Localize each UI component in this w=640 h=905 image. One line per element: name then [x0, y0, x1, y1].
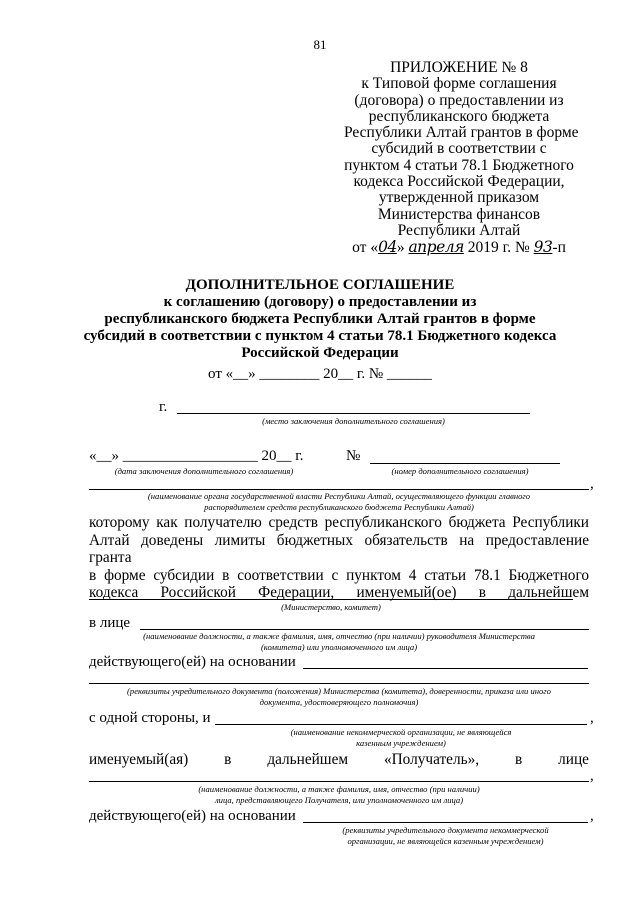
- number-caption: (номер дополнительного соглашения): [391, 466, 529, 476]
- appendix-line: (договора) о предоставлении из: [354, 91, 564, 109]
- recipient-word: именуемый(ая): [89, 751, 189, 768]
- recipient-comma: ,: [590, 768, 594, 784]
- agreement-number-line: от «__» ________ 20__ г. № ______: [208, 366, 432, 382]
- recipient-word: дальнейшем: [267, 751, 349, 768]
- appendix-line: утвержденной приказом: [378, 189, 540, 207]
- order-month-handwritten: апреля: [408, 238, 464, 257]
- body-word: в: [478, 584, 487, 601]
- organization-caption: (наименование некоммерческой организации, не являющейся: [290, 727, 512, 737]
- appendix-line: к Типовой форме соглашения: [361, 75, 557, 93]
- basis2-comma: ,: [590, 808, 594, 824]
- recipient-word: в: [514, 751, 523, 768]
- recipient-caption: лица, представляющего Получателя, или уполномоченного им лица): [214, 795, 464, 805]
- recipient-caption: (наименование должности, а также фамилия, имя, отчество (при наличии): [198, 784, 480, 794]
- basis2-caption: организации, не являющейся казенным учреждением): [347, 836, 544, 846]
- recipient-line: [89, 751, 589, 769]
- organization-caption: казенным учреждением): [356, 738, 446, 748]
- body-line: которому как получателю средств республиканского бюджета Республики: [89, 514, 589, 531]
- order-reference: [344, 239, 574, 256]
- title-line: ДОПОЛНИТЕЛЬНОЕ СОГЛАШЕНИЕ: [185, 277, 455, 293]
- person-caption: (комитета) или уполномоченного им лица): [260, 642, 418, 652]
- number-prefix: №: [346, 448, 361, 464]
- body-line: Алтай доведены лимиты бюджетных обязательств на предоставление гранта: [89, 531, 589, 566]
- basis-field[interactable]: [303, 668, 588, 669]
- order-suffix: -п: [552, 239, 566, 257]
- organ-comma: ,: [590, 476, 594, 492]
- one-side-comma: ,: [590, 710, 594, 726]
- appendix-line: республиканского бюджета: [368, 107, 550, 125]
- ministry-caption: (Министерство, комитет): [281, 602, 381, 612]
- document-title: [60, 277, 580, 362]
- organ-caption: (наименование органа государственной власти Республики Алтай, осуществляющего функции главного: [147, 491, 531, 501]
- appendix-line: Республики Алтай: [397, 221, 521, 239]
- basis2-caption: (реквизиты учредительного документа некоммерческой: [342, 825, 549, 835]
- basis-field-continued[interactable]: [89, 683, 589, 684]
- title-line: республиканского бюджета Республики Алтай грантов в форме: [104, 311, 536, 327]
- body-paragraph: [89, 514, 589, 602]
- body-word: дальнейшем: [508, 584, 589, 601]
- recipient-word: лице: [558, 751, 589, 768]
- page-number: 81: [313, 37, 327, 52]
- appendix-line: субсидий в соответствии с: [371, 140, 547, 158]
- appendix-block: [344, 59, 579, 257]
- place-prefix: г.: [159, 399, 168, 415]
- order-year-number: 2019 г. №: [463, 239, 534, 257]
- place-field[interactable]: [177, 413, 530, 414]
- body-word: Федерации,: [258, 584, 335, 601]
- appendix-line: Республики Алтай грантов в форме: [344, 124, 579, 142]
- appendix-line: Министерства финансов: [377, 205, 541, 223]
- body-line: в форме субсидии в соответствии с пунктом 4 статьи 78.1 Бюджетного: [89, 566, 589, 584]
- order-day-handwritten: 04: [378, 238, 397, 257]
- body-word: кодекса: [89, 584, 139, 601]
- order-prefix: от «: [352, 239, 379, 257]
- place-caption: (место заключения дополнительного соглашения): [262, 416, 445, 426]
- basis-caption: (реквизиты учредительного документа (положения) Министерства (комитета), доверенности, приказа или иного: [127, 686, 551, 696]
- recipient-word: в: [224, 751, 232, 768]
- recipient-word: «Получатель»,: [383, 751, 480, 768]
- person-caption: (наименование должности, а также фамилия, имя, отчество (при наличии) руководителя Министерства: [143, 631, 535, 641]
- organ-caption: распорядителем средств республиканского бюджета Республики Алтай): [204, 502, 474, 512]
- title-line: субсидий в соответствии с пунктом 4 статьи 78.1 Бюджетного кодекса: [83, 328, 557, 344]
- one-side-prefix: с одной стороны, и: [89, 710, 211, 726]
- title-line: к соглашению (договору) о предоставлении из: [163, 294, 477, 310]
- order-mid: »: [396, 239, 409, 257]
- appendix-line: кодекса Российской Федерации,: [353, 173, 565, 191]
- ministry-field[interactable]: [89, 599, 573, 600]
- appendix-line: ПРИЛОЖЕНИЕ № 8: [390, 59, 528, 76]
- title-line: Российской Федерации: [241, 345, 399, 361]
- body-word: Российской: [160, 584, 236, 601]
- basis-prefix: действующего(ей) на основании: [89, 654, 296, 670]
- basis-caption: документа, удостоверяющего полномочия): [259, 697, 419, 707]
- person-field[interactable]: [140, 629, 589, 630]
- basis2-field[interactable]: [303, 822, 588, 823]
- order-number-handwritten: 93: [533, 238, 553, 257]
- organization-field[interactable]: [215, 724, 587, 725]
- body-word: именуемый(ое): [356, 584, 457, 601]
- person-prefix: в лице: [89, 615, 131, 631]
- agreement-number-field[interactable]: [370, 463, 560, 464]
- date-field[interactable]: «__» __________________ 20__ г.: [89, 448, 304, 464]
- recipient-person-field[interactable]: [89, 781, 589, 782]
- appendix-line: пунктом 4 статьи 78.1 Бюджетного: [344, 156, 574, 174]
- organ-name-field[interactable]: [89, 489, 589, 490]
- date-caption: (дата заключения дополнительного соглашения): [114, 466, 294, 476]
- basis2-prefix: действующего(ей) на основании: [89, 808, 296, 824]
